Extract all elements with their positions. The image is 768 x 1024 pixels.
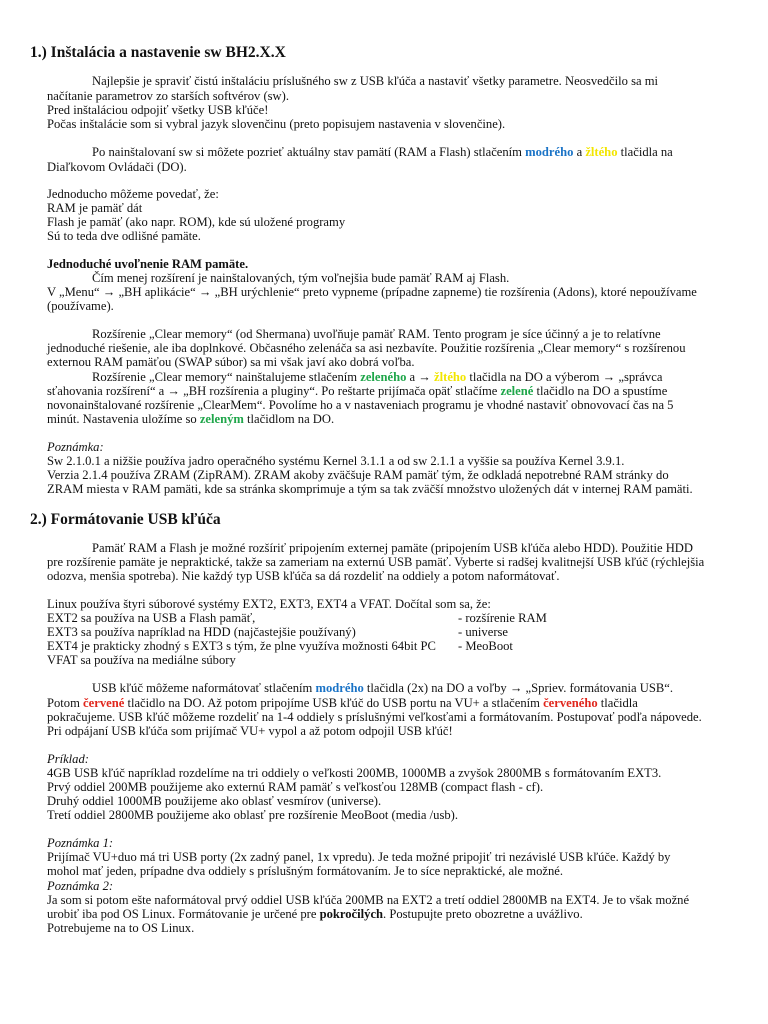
s2-fs-row-right: - MeoBoot	[458, 639, 513, 653]
s2-fs-row-left: EXT4 je prakticky zhodný s EXT3 s tým, že plne využíva možnosti 64bit PC	[47, 639, 436, 653]
s2-p2-line2: Potom červené tlačidlo na DO. Až potom pripojíme USB kľúč do USB portu na VU+ a stlačením červeného tlačidla	[47, 696, 638, 710]
s1-p5-line1: Rozšírenie „Clear memory“ (od Shermana) uvoľňuje pamäť RAM. Tento program je síce účinný a je to relatívne	[92, 327, 661, 341]
s2-example-label: Príklad:	[47, 752, 89, 766]
s1-p6-line3: novonainštalované rozšírenie „ClearMem“. Povolíme ho a v nastaveniach programu je vhodné nastaviť obnovovací čas na 5	[47, 398, 674, 412]
s2-fs-intro: Linux používa štyri súborové systémy EXT2, EXT3, EXT4 a VFAT. Dočítal som sa, že:	[47, 597, 491, 611]
s2-p2-line4: Pri odpájaní USB kľúča som prijímač VU+ vypol a až potom odpojil USB kľúč!	[47, 724, 453, 738]
s2-note1-line2: mohol mať jeden, prípadne dva oddiely s príslušným formátovaním. Je to síce nepraktické, ale možné.	[47, 864, 563, 878]
s2-note2-label: Poznámka 2:	[47, 879, 114, 893]
s1-p2-line1: Po nainštalovaní sw si môžete pozrieť aktuálny stav pamätí (RAM a Flash) stlačením modrého a žltého tlačidla na	[92, 145, 673, 159]
green-word: zelené	[500, 384, 534, 398]
s1-p6-line1: Rozšírenie „Clear memory“ nainštalujeme stlačením zeleného a → žltého tlačidla na DO a výberom → „správca	[92, 370, 663, 384]
s1-note-line1: Sw 2.1.0.1 a nižšie používa jadro operačného systému Kernel 3.1.1 a od sw 2.1.1 a vyššie sa používa Kernel 3.9.1.	[47, 454, 625, 468]
s2-p1-line2: pre rozšírenie pamäte je nepraktické, takže sa zameriam na externú USB pamäť. Vyberte si radšej kvalitnejší USB kľúč (rýchlejšia	[47, 555, 705, 569]
blue-word: modrého	[315, 681, 364, 695]
s2-fs-row-right: - rozšírenie RAM	[458, 611, 547, 625]
yellow-word: žltého	[434, 370, 467, 384]
s1-p4-line3: (používame).	[47, 299, 114, 313]
green-word: zeleným	[199, 412, 244, 426]
s1-p6-line4: minút. Nastavenia uložíme so zeleným tlačidlom na DO.	[47, 412, 335, 426]
s1-p4-line2: V „Menu“ → „BH aplikácie“ → „BH urýchlenie“ preto vypneme (prípadne zapneme) tie rozšírenia (Adons), ktoré nepoužívame	[47, 285, 697, 299]
bold-word: pokročilých	[319, 907, 384, 921]
s1-p1-line2: načítanie parametrov zo starších softvérov (sw).	[47, 89, 289, 103]
s2-example-line2: Prvý oddiel 200MB použijeme ako externú RAM pamäť s veľkosťou 128MB (compact flash - cf).	[47, 780, 544, 794]
s2-p2-line3: pokračujeme. USB kľúč môžeme rozdeliť na 1-4 oddiely s príslušnými veľkosťami a formátovaním. Postupovať podľa nápovede.	[47, 710, 702, 724]
s2-p1-line1: Pamäť RAM a Flash je možné rozšíriť pripojením externej pamäte (pripojením USB kľúča alebo HDD). Použitie HDD	[92, 541, 694, 555]
s1-note-label: Poznámka:	[47, 440, 104, 454]
s1-note-line3: ZRAM miesta v RAM pamäti, kde sa stránka skomprimuje a tým sa tak zväčší množstvo uložených dát v internej RAM pamäti.	[47, 482, 693, 496]
s1-p4-title: Jednoduché uvoľnenie RAM pamäte.	[47, 257, 249, 271]
s2-note2-line1: Ja som si potom ešte naformátoval prvý oddiel USB kľúča 200MB na EXT2 a tretí oddiel 2800MB na EXT4. Je to však možné	[47, 893, 690, 907]
s2-fs-row-left: EXT3 sa používa napríklad na HDD (najčastejšie používaný)	[47, 625, 356, 639]
s1-p6-line2: sťahovania rozšírení“ a → „BH rozšírenia a pluginy“. Po reštarte prijímača opäť stlačíme zelené tlačidlo na DO a spustíme	[47, 384, 668, 398]
s2-fs-row-left: VFAT sa používa na mediálne súbory	[47, 653, 236, 667]
s1-p3-line3: Flash je pamäť (ako napr. ROM), kde sú uložené programy	[47, 215, 346, 229]
s1-p2-line2: Diaľkovom Ovládači (DO).	[47, 160, 187, 174]
s2-fs-row-right: - universe	[458, 625, 509, 639]
s2-note2-line3: Potrebujeme na to OS Linux.	[47, 921, 195, 935]
s1-p5-line2: jednoduché riešenie, ale iba doplnkové. Občasného zelenáča sa asi nezbavíte. Použitie rozšírenia „Clear memory“ s rozšírenou	[47, 341, 686, 355]
red-word: červené	[83, 696, 125, 710]
green-word: zeleného	[360, 370, 407, 384]
s1-p1-line1: Najlepšie je spraviť čistú inštaláciu príslušného sw z USB kľúča a nastaviť všetky parametre. Neosvedčilo sa mi	[92, 74, 659, 88]
s1-p4-line1: Čím menej rozšírení je nainštalovaných, tým voľnejšia bude pamäť RAM aj Flash.	[92, 271, 510, 285]
s2-example-line4: Tretí oddiel 2800MB použijeme ako oblasť pre rozšírenie MeoBoot (media /usb).	[47, 808, 458, 822]
s1-p1-line4: Počas inštalácie som si vybral jazyk slovenčinu (preto popisujem nastavenia v slovenčine).	[47, 117, 506, 131]
s1-p3-line4: Sú to teda dve odlišné pamäte.	[47, 229, 201, 243]
s2-p2-line1: USB kľúč môžeme naformátovať stlačením modrého tlačidla (2x) na DO a voľby → „Spriev. formátovania USB“.	[92, 681, 674, 695]
s2-note2-line2: urobiť iba pod OS Linux. Formátovanie je určené pre pokročilých. Postupujte preto obozretne a uvážlivo.	[47, 907, 583, 921]
s1-p3-line2: RAM je pamäť dát	[47, 201, 143, 215]
s2-note1-label: Poznámka 1:	[47, 836, 114, 850]
section-1-heading: 1.) Inštalácia a nastavenie sw BH2.X.X	[30, 44, 286, 61]
s2-note1-line1: Prijímač VU+duo má tri USB porty (2x zadný panel, 1x vpredu). Je teda možné pripojiť tri nezávislé USB kľúče. Každý by	[47, 850, 671, 864]
s1-p3-line1: Jednoducho môžeme povedať, že:	[47, 187, 219, 201]
s2-example-line3: Druhý oddiel 1000MB použijeme ako oblasť vesmírov (universe).	[47, 794, 382, 808]
blue-word: modrého	[525, 145, 574, 159]
yellow-word: žltého	[585, 145, 618, 159]
s1-p5-line3: externou RAM pamäťou (SWAP súbor) sa mi však javí ako dobrá voľba.	[47, 355, 415, 369]
s1-p1-line3: Pred inštaláciou odpojiť všetky USB kľúče!	[47, 103, 269, 117]
red-word: červeného	[543, 696, 598, 710]
s2-p1-line3: odozva, menšia spotreba). Nie každý typ USB kľúča sa dá rozdeliť na oddiely a potom naformátovať.	[47, 569, 560, 583]
s1-note-line2: Verzia 2.1.4 používa ZRAM (ZipRAM). ZRAM akoby zväčšuje RAM pamäť tým, že odkladá nepotrebné RAM stránky do	[47, 468, 669, 482]
section-2-heading: 2.) Formátovanie USB kľúča	[30, 511, 221, 528]
s2-fs-row-left: EXT2 sa používa na USB a Flash pamäť,	[47, 611, 256, 625]
s2-example-line1: 4GB USB kľúč napríklad rozdelíme na tri oddiely o veľkosti 200MB, 1000MB a zvyšok 2800MB s formátovaním EXT3.	[47, 766, 662, 780]
